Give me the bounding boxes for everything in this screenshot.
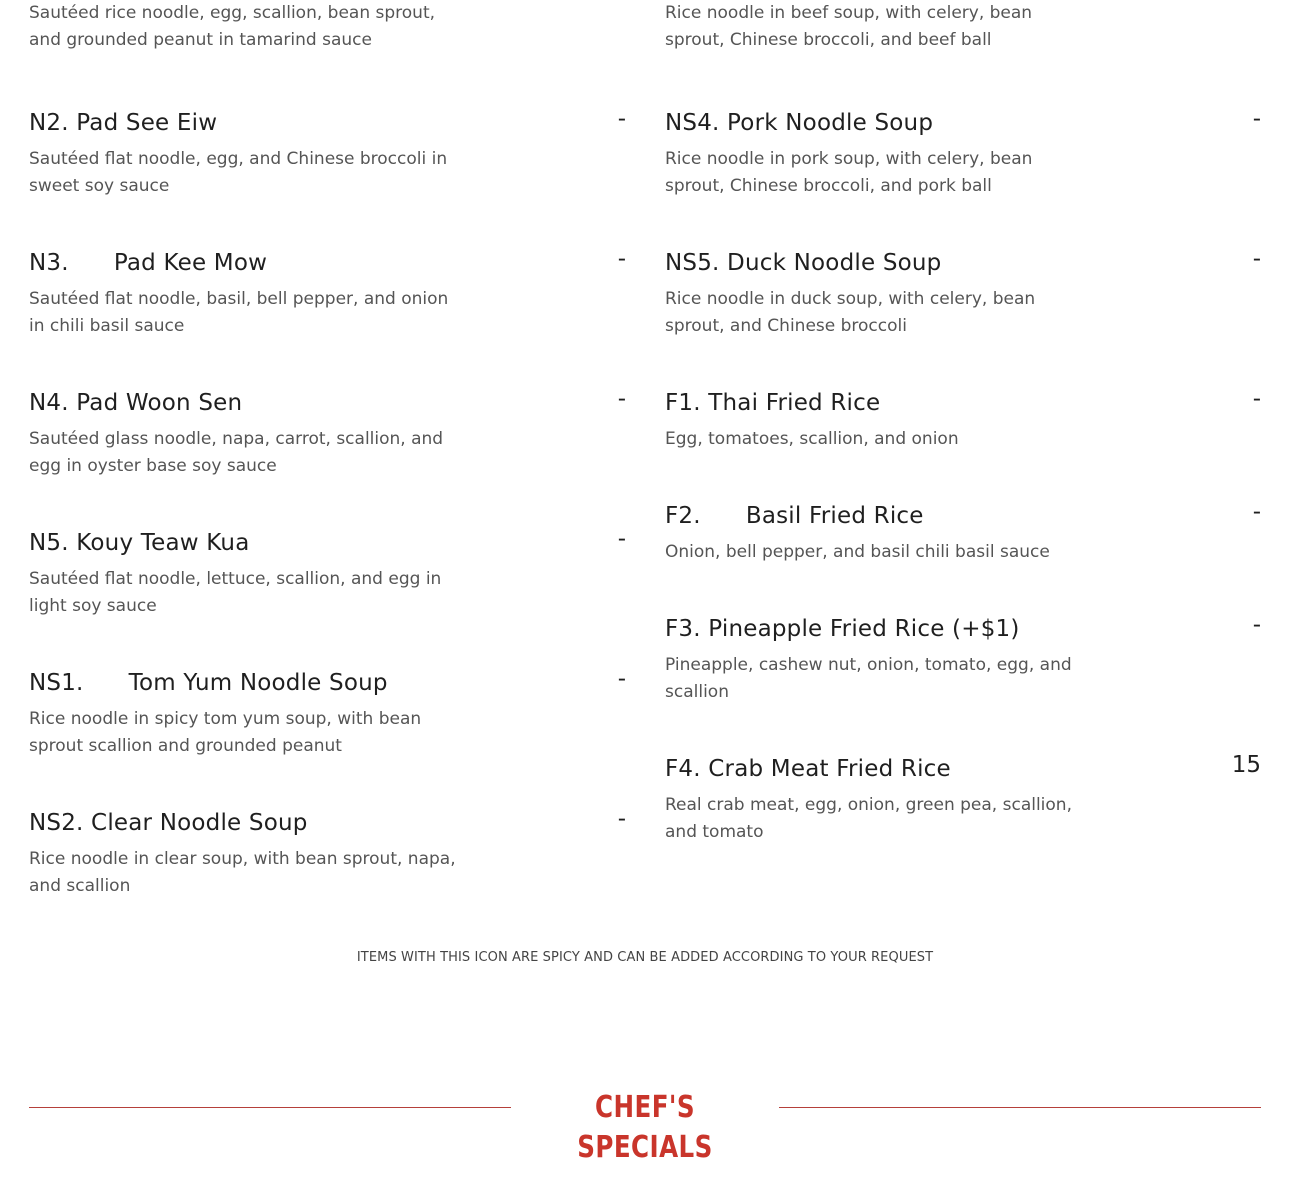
- item-description: Sautéed glass noodle, napa, carrot, scallion, and egg in oyster base soy sauce: [29, 429, 444, 476]
- item-price: -: [617, 806, 626, 832]
- item-description: Rice noodle in pork soup, with celery, bean sprout, Chinese broccoli, and pork ball: [665, 149, 1033, 196]
- item-description: Sautéed flat noodle, basil, bell pepper, and onion in chili basil sauce: [29, 289, 449, 336]
- item-price: -: [617, 386, 626, 412]
- item-title: N3. Pad Kee Mow: [29, 250, 268, 276]
- item-price: -: [617, 666, 626, 692]
- item-description: Rice noodle in spicy tom yum soup, with bean sprout scallion and grounded peanut: [29, 709, 422, 756]
- item-title: F2. Basil Fried Rice: [665, 503, 924, 529]
- item-title: F4. Crab Meat Fried Rice: [665, 756, 951, 782]
- item-title: NS1. Tom Yum Noodle Soup: [29, 670, 388, 696]
- item-description: Real crab meat, egg, onion, green pea, scallion, and tomato: [665, 795, 1072, 842]
- item-description: Rice noodle in duck soup, with celery, bean sprout, and Chinese broccoli: [665, 289, 1036, 336]
- item-title: N2. Pad See Eiw: [29, 110, 218, 136]
- item-description: Rice noodle in beef soup, with celery, bean sprout, Chinese broccoli, and beef ball: [665, 3, 1033, 50]
- item-price: -: [1252, 106, 1261, 132]
- divider-line-left: [29, 1107, 511, 1108]
- divider-line-right: [779, 1107, 1261, 1108]
- item-description: Onion, bell pepper, and basil chili basil sauce: [665, 542, 1050, 562]
- item-title: N5. Kouy Teaw Kua: [29, 530, 250, 556]
- item-price: 15: [1231, 752, 1261, 778]
- section-heading: [29, 1088, 1261, 1165]
- item-title: N4. Pad Woon Sen: [29, 390, 243, 416]
- section-title: CHEF'S SPECIALS: [577, 1090, 713, 1165]
- item-title: NS4. Pork Noodle Soup: [665, 110, 934, 136]
- item-description: Sautéed flat noodle, egg, and Chinese broccoli in sweet soy sauce: [29, 149, 448, 196]
- item-title: NS2. Clear Noodle Soup: [29, 810, 308, 836]
- item-description: Sautéed rice noodle, egg, scallion, bean sprout, and grounded peanut in tamarind sauce: [29, 3, 436, 50]
- spicy-note: ITEMS WITH THIS ICON ARE SPICY AND CAN BE ADDED ACCORDING TO YOUR REQUEST: [356, 950, 934, 965]
- item-description: Egg, tomatoes, scallion, and onion: [665, 429, 959, 449]
- item-price: -: [1252, 499, 1261, 525]
- item-price: -: [617, 106, 626, 132]
- item-price: -: [617, 526, 626, 552]
- item-title: F1. Thai Fried Rice: [665, 390, 881, 416]
- item-description: Rice noodle in clear soup, with bean sprout, napa, and scallion: [29, 849, 456, 896]
- item-price: -: [1252, 386, 1261, 412]
- item-title: NS5. Duck Noodle Soup: [665, 250, 942, 276]
- item-description: Sautéed flat noodle, lettuce, scallion, and egg in light soy sauce: [29, 569, 442, 616]
- item-price: -: [1252, 612, 1261, 638]
- item-price: -: [1252, 246, 1261, 272]
- item-price: -: [617, 246, 626, 272]
- item-description: Pineapple, cashew nut, onion, tomato, egg, and scallion: [665, 655, 1072, 702]
- item-title: F3. Pineapple Fried Rice (+$1): [665, 616, 1020, 642]
